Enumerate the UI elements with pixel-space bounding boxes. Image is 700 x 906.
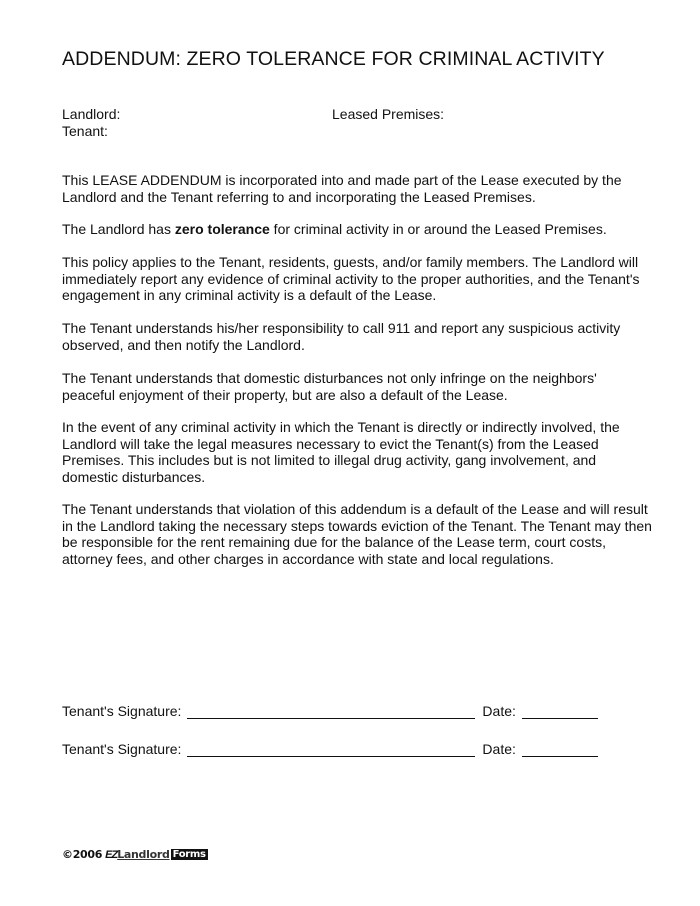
signature-row <box>62 703 598 719</box>
zero-tolerance-bold: zero tolerance <box>174 221 270 237</box>
logo-box: Forms <box>172 849 206 860</box>
logo-text: Landlord <box>117 848 170 861</box>
paragraph-violation-consequences: The Tenant understands that violation of this addendum is a default of the Lease and will result in the Landlord taking the necessary steps towards eviction of the Tenant. The Tenant may then be responsible for the rent remaining due for the balance of the Lease term, court costs, attorney fees, and other charges in accordance with state and local regulations. <box>62 501 652 567</box>
paragraph-zero-tolerance <box>62 221 652 238</box>
leased-premises-label: Leased Premises: <box>332 106 445 122</box>
signature-line[interactable] <box>187 704 475 719</box>
date-line[interactable] <box>522 742 598 757</box>
signature-line[interactable] <box>187 742 475 757</box>
footer-branding <box>62 848 208 861</box>
copyright-text: ©2006 <box>62 848 103 861</box>
signature-row <box>62 741 598 757</box>
date-label: Date: <box>482 703 516 719</box>
landlord-label: Landlord: <box>62 106 121 122</box>
zero-tolerance-before: The Landlord has <box>62 221 175 237</box>
paragraph-incorporation: This LEASE ADDENDUM is incorporated into and made part of the Lease executed by the Landlord and the Tenant referring to and incorporating the Leased Premises. <box>62 172 622 205</box>
logo-mark-icon: EZ <box>105 848 118 861</box>
paragraph-policy-scope: This policy applies to the Tenant, residents, guests, and/or family members. The Landlord will immediately report any evidence of criminal activity to the proper authorities, and the Tenant's engagement in any criminal activity is a default of the Lease. <box>62 254 640 303</box>
paragraph-domestic-disturbances: The Tenant understands that domestic disturbances not only infringe on the neighbors' peaceful enjoyment of their property, but are also a default of the Lease. <box>62 370 597 403</box>
signature-label: Tenant's Signature: <box>62 703 182 719</box>
document-title: ADDENDUM: ZERO TOLERANCE FOR CRIMINAL ACTIVITY <box>62 48 605 70</box>
paragraph-eviction-measures: In the event of any criminal activity in which the Tenant is directly or indirectly involved, the Landlord will take the legal measures necessary to evict the Tenant(s) from the Leased Premises. This includes but is not limited to illegal drug activity, gang involvement, and domestic disturbances. <box>62 419 620 485</box>
tenant-label: Tenant: <box>62 123 108 139</box>
zero-tolerance-after: for criminal activity in or around the Leased Premises. <box>269 221 607 237</box>
date-label: Date: <box>482 741 516 757</box>
signature-label: Tenant's Signature: <box>62 741 182 757</box>
paragraph-911-responsibility: The Tenant understands his/her responsibility to call 911 and report any suspicious activity observed, and then notify the Landlord. <box>62 320 621 353</box>
date-line[interactable] <box>522 704 598 719</box>
